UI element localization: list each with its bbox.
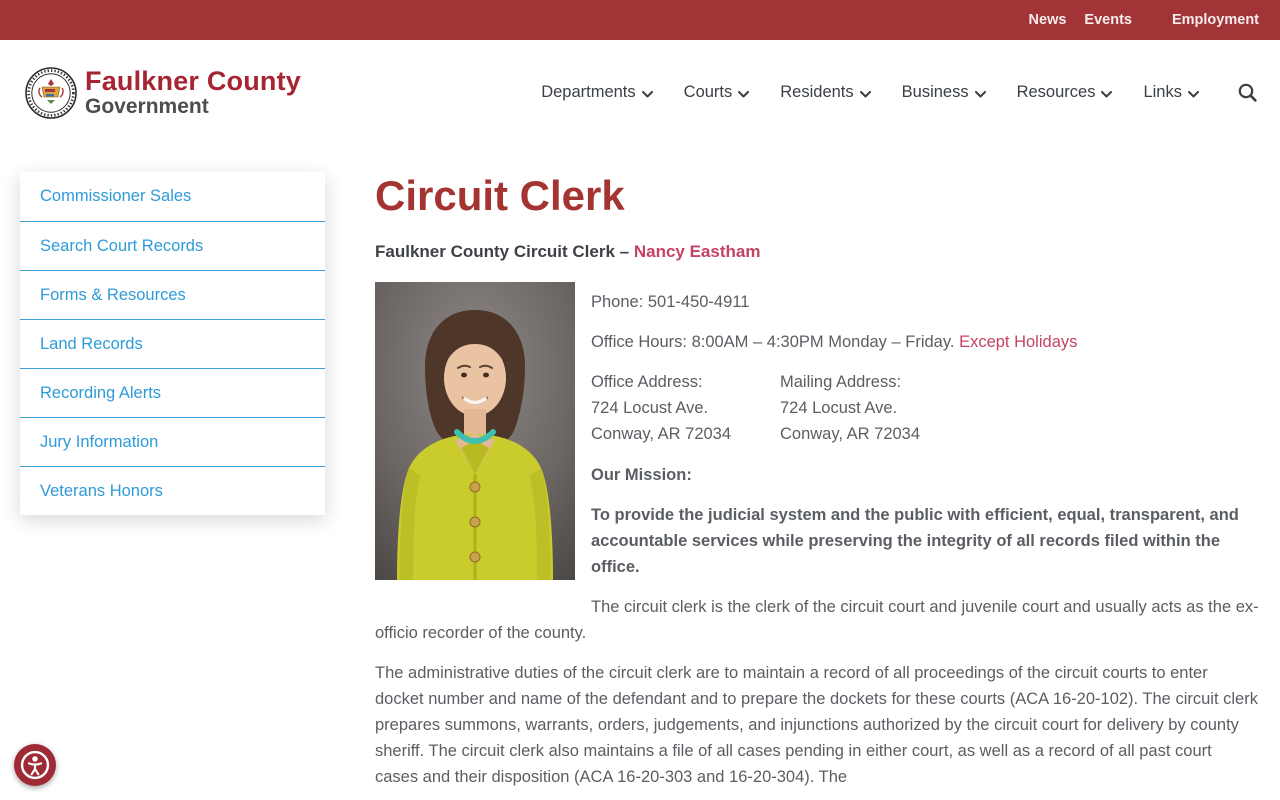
sidebar-item-search-court-records[interactable]: Search Court Records: [20, 221, 325, 270]
chevron-down-icon: [860, 91, 871, 98]
mission-text: To provide the judicial system and the public with efficient, equal, transparent, and accountable services while preserving the integrity of all records filed within the office.: [591, 506, 1239, 577]
employment-link[interactable]: Employment: [1171, 12, 1259, 28]
site-header: [0, 40, 1280, 145]
sidebar-menu: [20, 172, 325, 515]
nav-resources-label: Resources: [1016, 83, 1096, 101]
accessibility-widget-button[interactable]: [14, 744, 56, 786]
chevron-down-icon: [1188, 91, 1199, 98]
nav-business[interactable]: [902, 83, 986, 102]
nav-links[interactable]: [1143, 83, 1199, 102]
nav-departments-label: Departments: [541, 83, 636, 101]
county-seal-icon: [25, 67, 77, 119]
nav-business-label: Business: [901, 83, 969, 101]
page-title: Circuit Clerk: [375, 172, 625, 219]
sidebar-item-land-records[interactable]: Land Records: [20, 319, 325, 368]
search-button[interactable]: [1237, 82, 1258, 103]
office-hours-text: Office Hours: 8:00AM – 4:30PM Monday – Friday.: [591, 333, 960, 352]
paragraph-1: The circuit clerk is the clerk of the circuit court and juvenile court and usually acts as the ex-officio recorder of the county.: [375, 598, 1259, 643]
mailing-address-heading: Mailing Address:: [780, 373, 902, 392]
chevron-down-icon: [642, 91, 653, 98]
sidebar-item-forms-resources[interactable]: Forms & Resources: [20, 270, 325, 319]
phone-line: Phone: 501-450-4911: [591, 293, 750, 312]
site-logo[interactable]: [25, 67, 301, 119]
nav-courts[interactable]: [684, 83, 750, 102]
office-address-line1: 724 Locust Ave.: [591, 399, 709, 418]
page-content: [0, 145, 1280, 800]
nav-residents[interactable]: [780, 83, 870, 102]
main-nav: [510, 82, 1258, 103]
mission-heading: Our Mission:: [591, 466, 692, 485]
office-address-line2: Conway, AR 72034: [591, 425, 732, 444]
chevron-down-icon: [975, 91, 986, 98]
office-address-heading: Office Address:: [591, 373, 703, 392]
brand-title: Faulkner County: [85, 66, 302, 96]
mailing-address: [780, 369, 969, 447]
sidebar-item-jury-information[interactable]: Jury Information: [20, 417, 325, 466]
clerk-portrait-photo: [375, 282, 575, 580]
article: [375, 145, 1259, 790]
sidebar-item-veterans-honors[interactable]: Veterans Honors: [20, 466, 325, 515]
nav-residents-label: Residents: [780, 83, 854, 101]
addresses: [591, 369, 1259, 447]
nav-departments[interactable]: [541, 83, 652, 102]
nav-resources[interactable]: [1017, 83, 1113, 102]
nav-courts-label: Courts: [683, 83, 733, 101]
except-holidays-link[interactable]: Except Holidays: [959, 333, 1078, 352]
mailing-address-line1: 724 Locust Ave.: [780, 399, 898, 418]
news-link[interactable]: News: [1028, 12, 1067, 28]
sidebar-item-recording-alerts[interactable]: Recording Alerts: [20, 368, 325, 417]
sidebar-item-commissioner-sales[interactable]: Commissioner Sales: [20, 172, 325, 221]
accessibility-icon: [18, 748, 52, 782]
search-icon: [1237, 82, 1258, 103]
chevron-down-icon: [1101, 91, 1112, 98]
clerk-subtitle: [375, 242, 1259, 262]
events-link[interactable]: Events: [1084, 12, 1132, 28]
chevron-down-icon: [738, 91, 749, 98]
utility-bar: [0, 0, 1280, 40]
nav-links-label: Links: [1143, 83, 1182, 101]
office-address: [591, 369, 780, 447]
brand-subtitle: Government: [85, 95, 209, 118]
mailing-address-line2: Conway, AR 72034: [780, 425, 921, 444]
paragraph-2: The administrative duties of the circuit clerk are to maintain a record of all proceedings of the circuit courts to enter docket number and name of the defendant and to prepare the dockets for these courts (ACA 16-20-102). The circuit clerk prepares summons, warrants, orders, judgements, and injunctions authorized by the circuit court for delivery by county sheriff. The circuit clerk also maintains a file of all cases pending in either court, as well as a record of all past court cases and their disposition (ACA 16-20-303 and 16-20-304). The: [375, 664, 1258, 787]
nancy-eastham-link[interactable]: Nancy Eastham: [633, 242, 761, 262]
clerk-subtitle-text: Faulkner County Circuit Clerk –: [375, 242, 634, 262]
